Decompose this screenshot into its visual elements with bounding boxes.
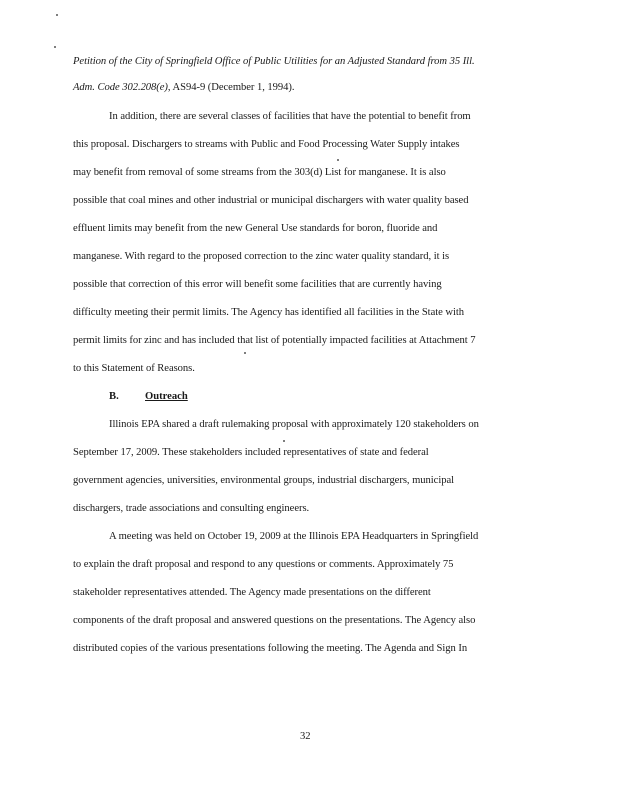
paragraph2-line: government agencies, universities, environmental groups, industrial dischargers, municipal — [73, 475, 454, 486]
paragraph1-line: this proposal. Dischargers to streams with Public and Food Processing Water Supply intakes — [73, 139, 460, 150]
scan-speck — [56, 14, 58, 16]
paragraph3-line: distributed copies of the various presentations following the meeting. The Agenda and Sign In — [73, 643, 468, 654]
citation-case: , AS94-9 (December 1, 1994). — [167, 82, 295, 93]
paragraph1-line: possible that correction of this error will benefit some facilities that are currently having — [73, 279, 442, 290]
paragraph1-line: difficulty meeting their permit limits. The Agency has identified all facilities in the State with — [73, 307, 465, 318]
scan-speck — [337, 159, 339, 161]
paragraph1-line: effluent limits may benefit from the new General Use standards for boron, fluoride and — [73, 223, 438, 234]
scan-speck — [283, 440, 285, 442]
citation-line-2 — [73, 82, 295, 93]
paragraph2-line: September 17, 2009. These stakeholders included representatives of state and federal — [73, 447, 429, 458]
paragraph1-line: permit limits for zinc and has included that list of potentially impacted facilities at Attachment 7 — [73, 335, 476, 346]
paragraph1-line: In addition, there are several classes of facilities that have the potential to benefit from — [109, 111, 471, 122]
scan-speck — [244, 352, 246, 354]
citation-code: Adm. Code 302.208(e) — [73, 82, 168, 93]
section-title: Outreach — [145, 391, 188, 402]
paragraph3-line: components of the draft proposal and answered questions on the presentations. The Agency also — [73, 615, 476, 626]
paragraph1-line: manganese. With regard to the proposed correction to the zinc water quality standard, it is — [73, 251, 450, 262]
page-number: 32 — [300, 731, 311, 742]
paragraph1-line: to this Statement of Reasons. — [73, 363, 195, 374]
paragraph2-line: dischargers, trade associations and consulting engineers. — [73, 503, 310, 514]
paragraph3-line: to explain the draft proposal and respond to any questions or comments. Approximately 75 — [73, 559, 454, 570]
paragraph1-line: may benefit from removal of some streams from the 303(d) List for manganese. It is also — [73, 167, 446, 178]
scan-speck — [54, 46, 56, 48]
paragraph3-line: stakeholder representatives attended. The Agency made presentations on the different — [73, 587, 431, 598]
paragraph3-line: A meeting was held on October 19, 2009 at the Illinois EPA Headquarters in Springfield — [109, 531, 479, 542]
paragraph1-line: possible that coal mines and other industrial or municipal dischargers with water quality based — [73, 195, 469, 206]
paragraph2-line: Illinois EPA shared a draft rulemaking proposal with approximately 120 stakeholders on — [109, 419, 479, 430]
section-letter: B. — [109, 391, 119, 402]
citation-line-1: Petition of the City of Springfield Office of Public Utilities for an Adjusted Standard from 35 Ill. — [73, 56, 475, 67]
